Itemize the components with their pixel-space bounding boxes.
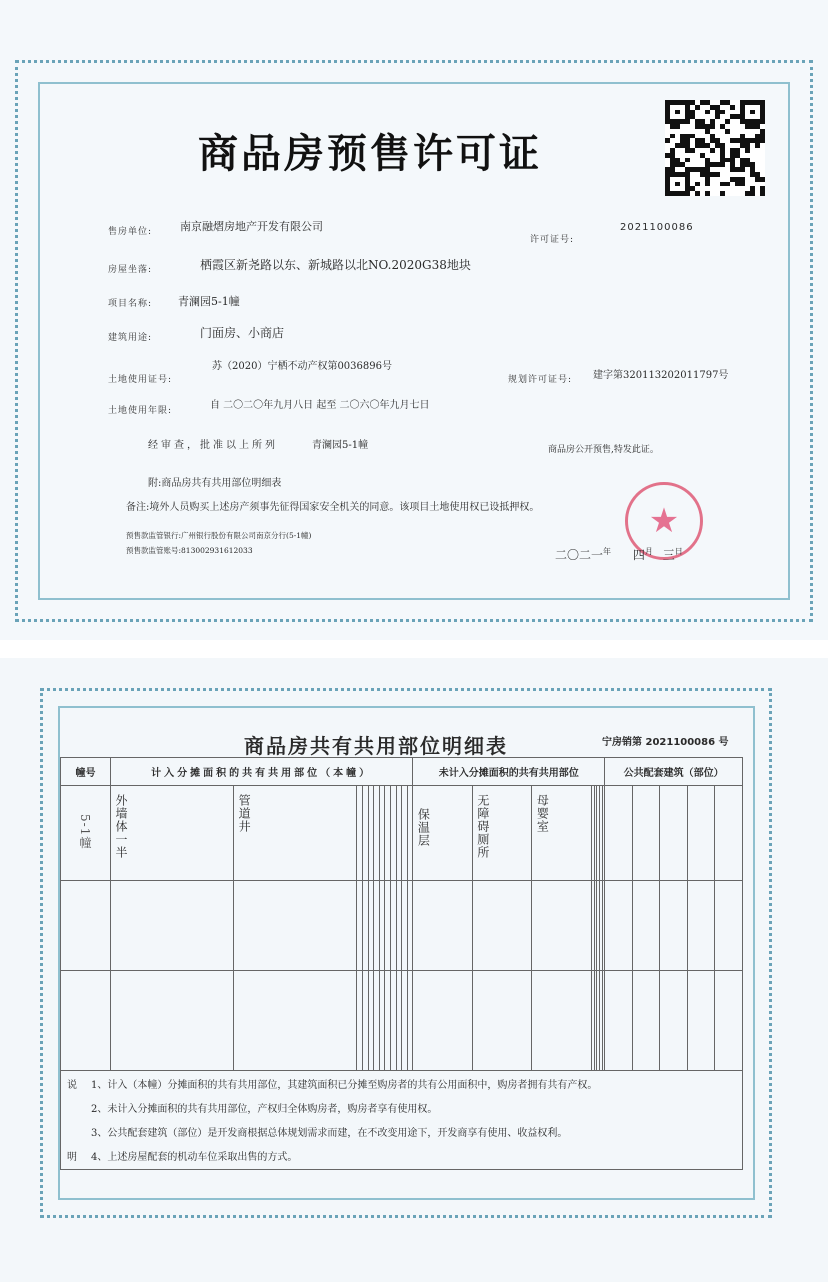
planning-label: 规划许可证号: xyxy=(508,375,573,385)
cell-text: 保温层 xyxy=(416,808,431,847)
day-unit: 日 xyxy=(674,547,683,556)
seller-value: 南京融熠房地产开发有限公司 xyxy=(180,220,323,233)
land-cert-value: 苏（2020）宁栖不动产权第0036896号 xyxy=(212,361,392,372)
cell-text: 无障碍厕所 xyxy=(475,794,490,859)
land-term-value: 自 二〇二〇年九月八日 起至 二〇六〇年九月七日 xyxy=(210,400,430,411)
included-part-cell xyxy=(234,786,357,881)
date-day: 三 xyxy=(662,548,675,562)
seller-label: 售房单位: xyxy=(108,227,153,237)
attachment-note: 附:商品房共有共用部位明细表 xyxy=(148,478,282,489)
building-no-cell xyxy=(61,786,111,881)
notes-side-label-bottom: 明 xyxy=(67,1152,77,1163)
table-cell xyxy=(234,881,357,971)
excluded-part-cell xyxy=(472,786,532,881)
excluded-part-cell xyxy=(532,786,592,881)
table-cell xyxy=(715,881,743,971)
official-seal-stamp: ★ xyxy=(625,482,703,560)
usage-label: 建筑用途: xyxy=(108,333,153,343)
issue-date xyxy=(555,546,683,563)
presale-permit-certificate xyxy=(0,0,828,640)
excluded-part-cell xyxy=(413,786,473,881)
table-cell xyxy=(605,881,632,971)
permit-no-label: 许可证号: xyxy=(530,235,575,245)
remark: 备注:境外人员购买上述房产须事先征得国家安全机关的同意。该项目土地使用权已设抵押权。 xyxy=(126,502,540,513)
table-cell xyxy=(413,971,473,1071)
location-value: 栖霞区新尧路以东、新城路以北NO.2020G38地块 xyxy=(200,258,471,272)
qr-code xyxy=(665,100,765,196)
project-label: 项目名称: xyxy=(108,299,153,309)
approval-project: 青澜园5-1幢 xyxy=(312,440,369,451)
table-cell xyxy=(234,971,357,1071)
year-unit: 年 xyxy=(603,547,612,556)
table-cell xyxy=(472,881,532,971)
approval-text: 经审查，批准以上所列 xyxy=(148,440,278,451)
escrow-bank: 预售款监管银行:广州银行股份有限公司南京分行(5-1幢) xyxy=(126,531,312,540)
note-item: 4、上述房屋配套的机动车位采取出售的方式。 xyxy=(91,1152,298,1163)
location-label: 房屋坐落: xyxy=(108,265,153,275)
page-gap xyxy=(0,640,828,658)
table-cell xyxy=(687,971,714,1071)
table-cell xyxy=(111,881,234,971)
cell-text: 5-1幢 xyxy=(78,814,92,850)
table-cell xyxy=(472,971,532,1071)
header-building-no: 幢号 xyxy=(61,758,111,786)
table-cell xyxy=(660,786,687,881)
included-part-cell xyxy=(111,786,234,881)
table-cell xyxy=(715,971,743,1071)
shared-parts-table xyxy=(60,757,743,1071)
table-cell xyxy=(605,971,632,1071)
table-cell xyxy=(532,971,592,1071)
table-cell xyxy=(632,881,659,971)
approval-suffix: 商品房公开预售,特发此证。 xyxy=(548,445,659,455)
table-cell xyxy=(111,971,234,1071)
table-cell xyxy=(632,786,659,881)
table-row xyxy=(61,971,743,1071)
escrow-account: 预售款监管账号:813002931612033 xyxy=(126,546,253,555)
project-value: 青澜园5-1幢 xyxy=(178,295,240,308)
table-cell xyxy=(61,881,111,971)
date-year: 二〇二一 xyxy=(555,548,604,562)
schedule-ref-no: 宁房销第 2021100086 号 xyxy=(602,737,729,748)
header-excluded: 未计入分摊面积的共有共用部位 xyxy=(413,758,605,786)
land-term-label: 土地使用年限: xyxy=(108,406,173,416)
note-item: 2、未计入分摊面积的共有共用部位，产权归全体购房者，购房者享有使用权。 xyxy=(91,1104,438,1115)
schedule-title: 商品房共有共用部位明细表 xyxy=(244,734,508,758)
cell-text: 外墙体一半 xyxy=(114,794,128,859)
qr-module xyxy=(760,191,765,196)
table-cell xyxy=(632,971,659,1071)
header-included: 计入分摊面积的共有共用部位（本幢） xyxy=(111,758,413,786)
table-cell xyxy=(715,786,743,881)
table-row xyxy=(61,786,743,881)
table-cell xyxy=(687,881,714,971)
certificate-title: 商品房预售许可证 xyxy=(198,131,542,177)
usage-value: 门面房、小商店 xyxy=(200,326,285,340)
note-item: 3、公共配套建筑（部位）是开发商根据总体规划需求而建，在不改变用途下，开发商享有使用、收益权利。 xyxy=(91,1128,568,1139)
notes-section xyxy=(60,1070,743,1170)
header-public-facilities: 公共配套建筑（部位） xyxy=(605,758,743,786)
permit-no-value: 2021100086 xyxy=(620,222,694,233)
month-unit: 月 xyxy=(644,547,653,556)
planning-value: 建字第320113202011797号 xyxy=(593,370,729,381)
table-cell xyxy=(687,786,714,881)
table-row xyxy=(61,881,743,971)
table-cell xyxy=(660,881,687,971)
cell-text: 母婴室 xyxy=(535,794,550,833)
notes-side-label-top: 说 xyxy=(67,1080,77,1091)
table-header-row xyxy=(61,758,743,786)
table-cell xyxy=(660,971,687,1071)
note-item: 1、计入（本幢）分摊面积的共有共用部位，其建筑面积已分摊至购房者的共有公用面积中，购房者拥有共有产权。 xyxy=(91,1080,598,1091)
cell-text: 管道井 xyxy=(237,794,252,833)
table-cell xyxy=(605,786,632,881)
table-cell xyxy=(532,881,592,971)
table-cell xyxy=(61,971,111,1071)
date-month: 四 xyxy=(632,548,645,562)
table-cell xyxy=(413,881,473,971)
land-cert-label: 土地使用证号: xyxy=(108,375,173,385)
